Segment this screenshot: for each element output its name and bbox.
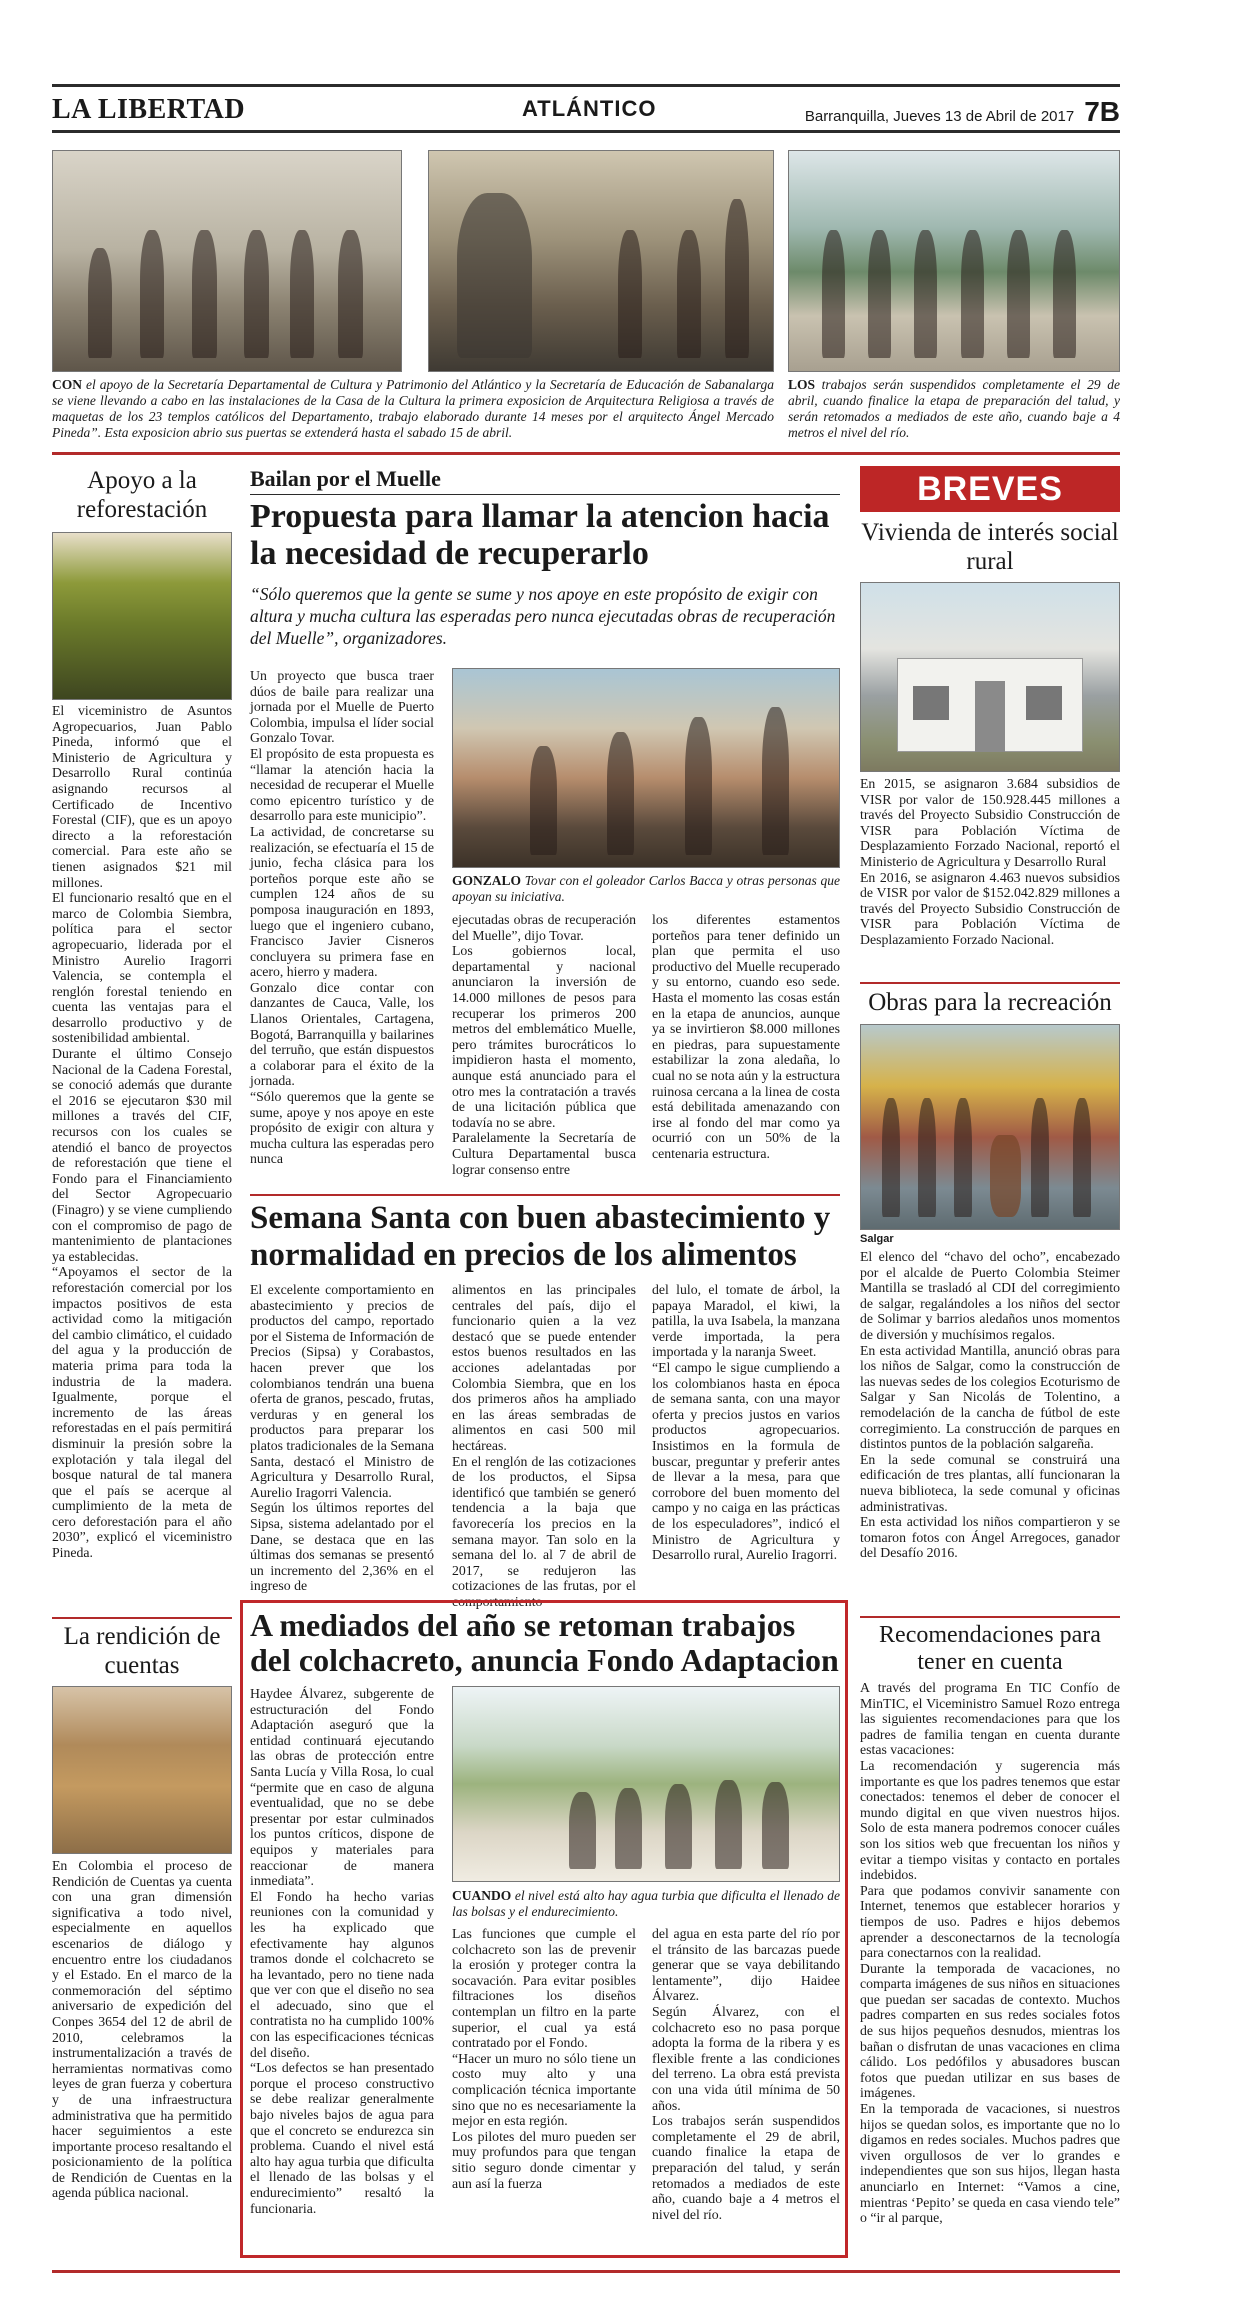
left-col-rule [52,1617,232,1619]
headline-recreacion: Obras para la recreación [868,989,1112,1016]
page-bottom-rule [52,2270,1120,2273]
kicker-rule [250,494,840,495]
colchacreto-col-2: Las funciones que cumple el colchacreto son las de prevenir la erosión y proteger contra la socavación. Para evitar posibles filtraciones los diseños contemplan un filtro en la parte superior, el cual ya está contratado por el Fondo. “Hacer un muro no sólo tiene un costo muy alto y una complicación técnica importante sino que no es necesariamente la mejor en esta región. Los pilotes del muro pueden ser muy profundos para que tengan sitio seguro donde cimentar y aun así la fuerza [452,1926,636,2191]
article-reforestacion-body: El viceministro de Asuntos Agropecuarios, Juan Pablo Pineda, informó que el Ministerio de Agricultura y Desarrollo Rural continúa asignando recursos al Certificado de Incentivo Forestal (CIF), que es un apoyo directo a la reforestación comercial. Para este año se tienen asignados $21 mil millones. El funcionario resaltó que en el marco de Colombia Siembra, política para el sector agropecuario, liderada por el Ministro Aurelio Iragorri Valencia, se contempla el renglón forestal teniendo en cuenta las ventajas para el desarrollo productivo y de sostenibilidad ambiental. Durante el último Consejo Nacional de la Cadena Forestal, se conoció además que durante el 2016 se ejecutaron $30 mil millones a través del CIF, recursos con los cuales se atendió el banco de proyectos de reforestación que tiene el Fondo para el Financiamiento del Sector Agropecuario (Finagro) y se viene cumpliendo con el compromiso de pago de mantenimiento de plantaciones ya establecidas. “Apoyamos el sector de la reforestación comercial por los impactos positivos de esta actividad como la mitigación del cambio climático, el cuidado del agua y la producción de materia prima para toda la industria de la madera. Igualmente, porque el incremento de las áreas reforestadas en el país permitirá disminuir la presión sobre la explotación y tala ilegal del bosque natural de tal manera que el país se acerque al cumplimiento de la meta de cero deforestación para el año 2030”, explicó el viceministro Pineda. [52,703,232,1561]
right-col-rule-1 [860,982,1120,984]
headline-vivienda: Vivienda de interés social rural [861,519,1119,575]
photo-label-salgar: Salgar [860,1233,894,1245]
headline-rendicion: La rendición de cuentas [63,1623,221,1679]
caption-text: trabajos serán suspendidos completamente el 29 de abril, cuando finalice la etapa de preparación del talud, y serán retomados a mediados de este año, cuando baje a 4 metros el nivel del río. [788,377,1120,440]
caption-lead-word: GONZALO [452,873,522,888]
photo-colchacreto [452,1686,840,1882]
photo-exhibition-models [428,150,774,372]
semana-col-1: El excelente comportamiento en abastecimiento y precios de productos del campo, reportado por el Sistema de Información de Precios (Sipsa) y Corabastos, hacen prever que los colombianos tendrán una buena oferta de granos, pescado, frutas, verduras y en general los productos para preparar los platos tradicionales de la Semana Santa, destacó el Ministro de Agricultura y Desarrollo Rural, Aurelio Iragorri Valencia. Según los últimos reportes del Sipsa, sistema adelantado por el Dane, se destaca que en las últimas dos semanas se presentó un incremento del 2,36% en el ingreso de [250,1282,434,1594]
photo-gonzalo-tovar [452,668,840,868]
feature-kicker: Bailan por el Muelle [250,466,441,491]
photo-rural-house [860,582,1120,772]
article-recreacion-body: El elenco del “chavo del ocho”, encabezado por el alcalde de Puerto Colombia Steimer Mantilla se trasladó al CDI del corregimiento de salgar, regalándoles a los niños del sector de Solimar y barrios aledaños unos momentos de diversión y muchísimos regalos. En esta actividad Mantilla, anunció obras para los niños de Salgar, como la construcción de las nuevas sedes de los colegios Ecoturismo de Salgar y San Nicolás de Tolentino, a remodelación de la cancha de fútbol de este corregimiento. La construcción de parques en distintos puntos de la población salgareña. En la sede comunal se construirá una edificación de tres plantas, allí funcionaran la nueva biblioteca, la sede comunal y oficinas administrativas. En esta actividad los niños compartieron y se tomaron fotos con Ángel Arregoces, ganador del Desafío 2016. [860,1249,1120,1561]
right-col-rule-2 [860,1616,1120,1618]
top-caption-riverbank [788,377,1120,441]
masthead-top-rule [52,84,1120,87]
headline-reforestacion: Apoyo a la reforestación [76,467,208,523]
issue-date: Barranquilla, Jueves 13 de Abril de 2017 [804,108,1075,125]
photo-exhibition-group [52,150,402,372]
feature-col-1: Un proyecto que busca traer dúos de baile para realizar una jornada por el Muelle de Puerto Colombia, impulsa el líder social Gonzalo Tovar. El propósito de esta propuesta es “llamar la atención hacia la necesidad de recuperar el Muelle como epicentro turístico y de desarrollo para este municipio”. La actividad, de concretarse su realización, se efectuaría el 15 de junio, fecha clásica para los porteños porque este año se cumplen 124 años de su pomposa inauguración en 1893, luego que el ingeniero cubano, Francisco Javier Cisneros concluyera su primera fase en acero, hierro y madera. Gonzalo dice contar con danzantes de Cauca, Valle, los Llanos Orientales, Cartagena, Bogotá, Barranquilla y bailarines del terruño, que están dispuestos a colaborar para el éxito de la jornada. “Sólo queremos que la gente se sume, apoye y nos apoye en este propósito de exigir con altura y mucha cultura las esperadas pero nunca [250,668,434,1167]
photo-chavo-del-ocho [860,1024,1120,1230]
caption-text: Tovar con el goleador Carlos Bacca y otras personas que apoyan su iniciativa. [452,873,840,904]
masthead-bottom-rule [52,130,1120,133]
top-section-rule [52,452,1120,455]
section-name: ATLÁNTICO [522,96,657,121]
photo-seedlings [52,532,232,700]
feature-col-2: ejecutadas obras de recuperación del Muelle”, dijo Tovar. Los gobiernos local, departamental y nacional anunciaron la inversión de 14.000 millones de pesos para recuperar los primeros 200 metros del emblemático Muelle, pero trámites burocráticos lo impidieron hasta el momento, aunque está anunciado para el otro mes la contratación a través de una licitación pública que todavía no se abre. Paralelamente la Secretaría de Cultura Departamental busca lograr consenso entre [452,912,636,1177]
caption-text: el nivel está alto hay agua turbia que dificulta el llenado de las bolsas y el endurecimiento. [452,1888,840,1919]
feature-deck: “Sólo queremos que la gente se sume y nos apoye en este propósito de exigir con altura y mucha cultura las esperadas pero nunca ejecutadas obras de recuperación del Muelle”, organizadores. [250,584,836,648]
feature-col-3: los diferentes estamentos porteños para tener definido un plan que permita el uso productivo del Muelle recuperado y su entorno, cuando eso sede. Hasta el momento las cosas están en la etapa de anuncios, aunque ya se invirtieron $8.000 millones en piedras, para supuestamente estabilizar la zona aledaña, lo cual no se nota aún y la estructura ruinosa cercana a la linea de costa está debilitada amenazando con irse al fondo del mar como ya ocurrió con un 50% de la centenaria estructura. [652,912,840,1161]
semana-col-2: alimentos en las principales centrales del país, dijo el funcionario quien a la vez destacó que se puede entender estos buenos resultados en las acciones adelantadas por Colombia Siembra, que en los dos primeros años ha ampliado en las áreas sembradas de alimentos en casi 500 mil hectáreas. En el renglón de las cotizaciones de los productos, el Sipsa identificó que también se generó tendencia a la baja que favorecería los precios en la semana mayor. Tan solo en la semana del lo. al 7 de abril de 2017, se redujeron las cotizaciones de las frutas, por el comportamiento [452,1282,636,1609]
date-and-page [805,96,1120,128]
masthead [52,92,1120,128]
feature-headline: Propuesta para llamar la atencion hacia la necesidad de recuperarlo [250,498,830,572]
breves-banner: BREVES [860,466,1120,512]
page-number: 7B [1084,96,1120,127]
caption-lead-word: CUANDO [452,1888,512,1903]
caption-lead-word: LOS [788,377,816,392]
caption-lead-word: CON [52,377,82,392]
article-vivienda-body: En 2015, se asignaron 3.684 subsidios de VISR por valor de 150.928.445 millones a través del Proyecto Subsidio Construcción de VISR para Población Víctima de Desplazamiento Forzado Nacional, reportó el Ministerio de Agricultura y Desarrollo Rural En 2016, se asignaron 4.463 nuevos subsidios de VISR por valor de $152.042.829 millones a través del Proyecto Subsidio Construcción de VISR para Población Víctima de Desplazamiento Forzado Nacional. [860,776,1120,947]
photo-building [52,1686,232,1854]
top-caption-exhibition [52,377,774,441]
headline-recomendaciones: Recomendaciones para tener en cuenta [879,1622,1101,1675]
colchacreto-col-1: Haydee Álvarez, subgerente de estructuración del Fondo Adaptación aseguró que la entidad continuará ejecutando las obras de protección entre Santa Lucía y Villa Rosa, lo cual “permite que en caso de alguna eventualidad, que no se debe presentar por estar culminados los puntos críticos, dispone de equipos y materiales para reaccionar de manera inmediata”. El Fondo ha hecho varias reuniones con la comunidad y les ha explicado que efectivamente hay algunos tramos donde el colchacreto se ha levantado, pero no tiene nada que ver con que el diseño no sea el adecuado, sino que el contratista no ha cumplido 100% con las especificaciones técnicas del diseño. “Los defectos se han presentado porque el proceso constructivo se debe realizar generalmente bajo niveles bajos de agua para que el concreto se endurezca sin problema. Cuando el nivel está alto hay agua turbia que dificulta el llenado de las bolsas y el endurecimiento” resaltó la funcionaria. [250,1686,434,2216]
colchacreto-headline: A mediados del año se retoman trabajos del colchacreto, anuncia Fondo Adaptacion [250,1607,839,1678]
colchacreto-col-3: del agua en esta parte del río por el tránsito de las barcazas puede generar que se vaya debilitando lentamente”, dijo Haidee Álvarez. Según Álvarez, con el colchacreto eso no pasa porque adopta la forma de la ribera y es flexible frente a las condiciones del terreno. La obra está prevista con una vida útil mínima de 50 años. Los trabajos serán suspendidos completamente el 29 de abril, cuando finalice la etapa de preparación del talud, y serán retomados a mediados de este año, cuando baje a 4 metros el nivel del río. [652,1926,840,2222]
caption-colchacreto [452,1888,840,1920]
photo-riverbank-works [788,150,1120,372]
article-recomendaciones-body: A través del programa En TIC Confío de MinTIC, el Viceministro Samuel Rozo entrega las siguientes recomendaciones para que los padres de familia tengan en cuenta durante estas vacaciones: La recomendación y sugerencia más importante es que los padres tenemos que estar conectados: tenemos el deber de conocer el mundo digital en que viven nuestros hijos. Solo de esta manera podremos conocer cuáles son los sitios web que frecuentan los niños y evitar a tiempo visitas y contacto en portales indebidos. Para que podamos convivir sanamente con Internet, tenemos que establecer horarios y tiempos de uso. Padres e hijos debemos aprender a desconectarnos de la tecnología para conectarnos con la realidad. Durante la temporada de vacaciones, no comparta imágenes de sus niños en situaciones que puedan ser sacadas de contexto. Muchos padres comparten en sus redes sociales fotos de sus hijos pequeños desnudos, mientras los bañan o disfrutan de unas vacaciones en clima cálido. Los pedófilos y abusadores buscan fotos que puedan utilizar en sus bases de imágenes. En la temporada de vacaciones, si nuestros hijos se quedan solos, es importante que no lo digamos en redes sociales. Muchos padres que viven orgullosos de ver lo grandes e independientes que son sus hijos, llegan hasta anunciarlo en Internet: “Vamos a cine, mientras ‘Pepito’ se queda en casa viendo tele” o “ir al parque, [860,1680,1120,2226]
article-rendicion-body: En Colombia el proceso de Rendición de Cuentas ya cuenta con una gran dimensión significativa a todo nivel, especialmente en aquellos escenarios de diálogo y encuentro entre los ciudadanos y el Estado. En el marco de la conmemoración del séptimo aniversario de expedición del Conpes 3654 del 12 de abril de 2010, celebramos la instrumentalización a través de herramientas normativas como leyes de gran fuerza y cobertura y de una infraestructura administrativa que ha permitido hacer seguimientos a este importante proceso resaltando el posicionamiento de la política de Rendición de Cuentas en la agenda pública nacional. [52,1858,232,2201]
semana-col-3: del lulo, el tomate de árbol, la papaya Maradol, el kiwi, la patilla, la uva Isabela, la manzana verde importada, la pera importada y la naranja Sweet. “El campo le sigue cumpliendo a los colombianos hasta en época de semana santa, con una mayor oferta y precios justos en varios productos agropecuarios. Insistimos en la formula de buscar, preguntar y preferir antes de llevar a la mesa, para que corrobore del buen momento del campo y no caiga en las prácticas de los especuladores”, indicó el Ministro de Agricultura y Desarrollo rural, Aurelio Iragorri. [652,1282,840,1563]
caption-text: el apoyo de la Secretaría Departamental de Cultura y Patrimonio del Atlántico y la Secretaría de Educación de Sabanalarga se viene llevando a cabo en las instalaciones de la Casa de la Cultura la primera exposicion de Arquitectura Religiosa a través de maquetas de los 23 templos católicos del Departamento, trabajo elaborado durante 14 meses por el arquitecto Ángel Mercado Pineda”. Esta exposicion abrio sus puertas se extenderá hasta el sabado 15 de abril. [52,377,774,440]
caption-gonzalo [452,873,840,905]
newspaper-name: LA LIBERTAD [52,94,246,125]
semana-santa-headline: Semana Santa con buen abastecimiento y normalidad en precios de los alimentos [250,1200,831,1273]
feature-bottom-rule [250,1194,840,1196]
